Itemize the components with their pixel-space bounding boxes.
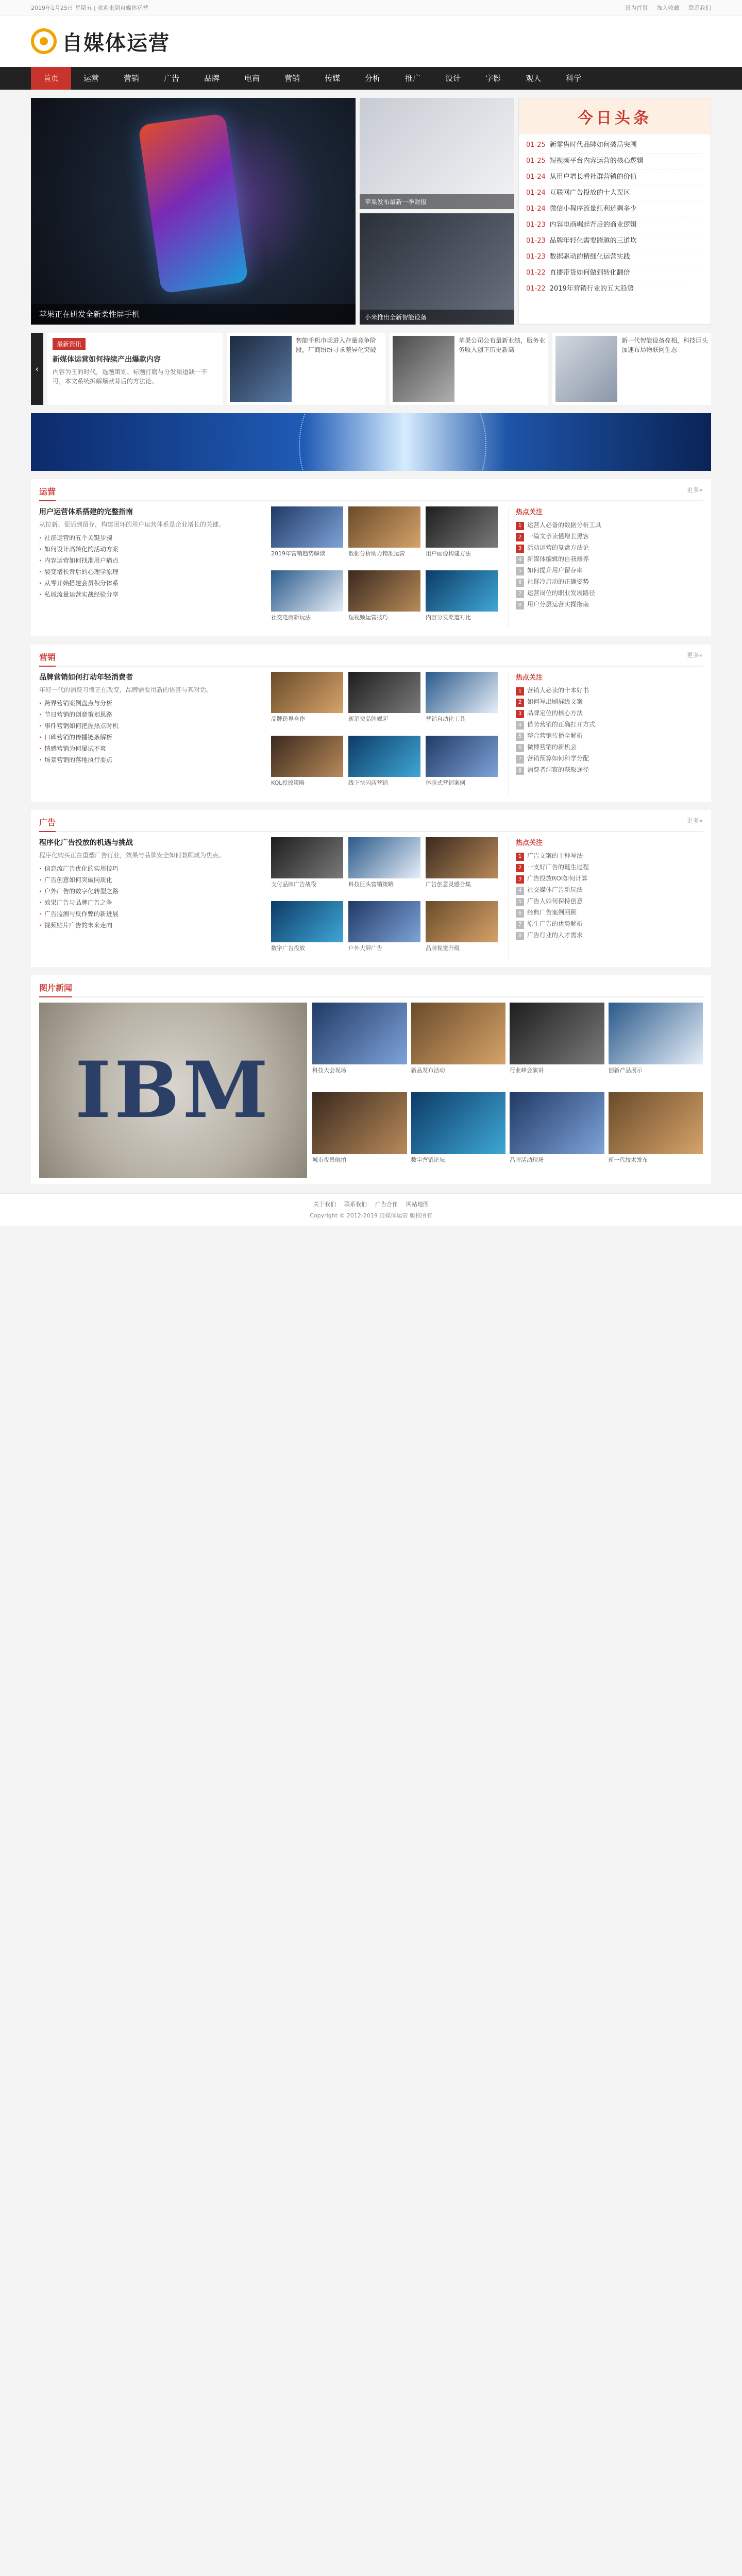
lead-title[interactable]: 用户运营体系搭建的完整指南 — [39, 508, 133, 516]
grid-image — [348, 570, 420, 612]
date-text: 2019年1月25日 星期五 | 欢迎来到自媒体运营 — [31, 5, 149, 11]
article-list — [39, 506, 261, 629]
sidebar-item-label: 一篇文章读懂增长黑客 — [527, 533, 589, 540]
grid-card[interactable] — [271, 506, 343, 565]
headline-item[interactable] — [526, 154, 703, 170]
list-item[interactable]: · 裂变增长背后的心理学原理 — [39, 566, 261, 578]
sidebar-item-label: 经典广告案例回顾 — [527, 909, 577, 916]
grid-card[interactable] — [271, 837, 343, 896]
rank-badge: 1 — [516, 853, 524, 861]
nav-item[interactable]: 营销 — [284, 74, 300, 83]
list-item[interactable]: · 从零开始搭建会员积分体系 — [39, 578, 261, 589]
lead-desc: 从拉新、促活到留存，构建闭环的用户运营体系是企业增长的关键。 — [39, 521, 225, 528]
headline-banner: 今日头条 — [519, 98, 711, 134]
grid-card[interactable] — [348, 570, 420, 629]
section-body — [39, 506, 703, 629]
grid-caption: 社交电商新玩法 — [271, 614, 311, 621]
more-link[interactable]: 更多» — [686, 817, 703, 824]
section-title: 图片新闻 — [39, 981, 72, 997]
grid-image — [271, 672, 343, 713]
sidebar-item[interactable] — [516, 519, 703, 531]
grid-image — [348, 736, 420, 777]
gallery-caption: 科技大会现场 — [312, 1067, 346, 1074]
main-nav — [0, 67, 742, 90]
gallery-card[interactable] — [411, 1003, 506, 1088]
footer-link[interactable]: 联系我们 — [344, 1201, 367, 1208]
card-text: 智能手机市场进入存量竞争阶段，厂商纷纷寻求差异化突破 — [296, 337, 377, 353]
sidebar-item[interactable] — [516, 565, 703, 576]
sidebar-item-label: 广告人如何保持创意 — [527, 897, 583, 905]
grid-image — [271, 901, 343, 942]
sidebar-item[interactable] — [516, 587, 703, 599]
grid-card[interactable] — [426, 837, 498, 896]
rank-badge: 4 — [516, 887, 524, 895]
image-grid — [271, 672, 498, 794]
nav-item[interactable]: 观人 — [526, 74, 542, 83]
content-section — [31, 810, 711, 967]
grid-card[interactable] — [426, 570, 498, 629]
hot-sidebar — [508, 506, 703, 629]
headline-date: 01-22 — [526, 269, 546, 277]
headline-date: 01-23 — [526, 237, 546, 245]
top-link[interactable]: 加入收藏 — [656, 5, 680, 11]
logo-icon — [31, 28, 57, 54]
gallery-image — [609, 1003, 703, 1064]
nav-item[interactable]: 首页 — [31, 67, 71, 90]
sidebar-item-label: 广告投放ROI如何计算 — [527, 875, 588, 882]
sidebar-title: 热点关注 — [516, 509, 543, 516]
gallery-card[interactable] — [411, 1092, 506, 1178]
rank-badge: 5 — [516, 733, 524, 741]
headline-item[interactable] — [526, 281, 703, 297]
gallery-caption: 创新产品展示 — [608, 1067, 643, 1074]
band-title[interactable]: 新媒体运营如何持续产出爆款内容 — [53, 355, 161, 364]
nav-item[interactable]: 字影 — [485, 74, 501, 83]
rank-badge: 1 — [516, 522, 524, 530]
content-section — [31, 645, 711, 802]
footer-link[interactable]: 网站地图 — [406, 1201, 429, 1208]
nav-item[interactable]: 设计 — [445, 74, 461, 83]
grid-image — [426, 837, 498, 878]
list-item[interactable]: · 效果广告与品牌广告之争 — [39, 897, 261, 908]
headline-date: 01-25 — [526, 157, 546, 165]
grid-caption: KOL投放策略 — [271, 779, 305, 786]
sidebar-item[interactable] — [516, 753, 703, 764]
grid-card[interactable] — [348, 506, 420, 565]
rank-badge: 2 — [516, 864, 524, 872]
sidebar-item[interactable] — [516, 719, 703, 730]
grid-card[interactable] — [426, 736, 498, 794]
sidebar-item[interactable] — [516, 884, 703, 895]
gallery-image — [510, 1092, 604, 1154]
rank-badge: 7 — [516, 590, 524, 598]
rank-badge: 4 — [516, 556, 524, 564]
hero-caption: 苹果正在研发全新柔性屏手机 — [31, 304, 356, 325]
hero-slide[interactable] — [31, 98, 356, 325]
sidebar-item[interactable] — [516, 685, 703, 696]
hot-sidebar — [508, 672, 703, 794]
headline-item[interactable] — [526, 217, 703, 233]
grid-caption: 数据分析助力精准运营 — [348, 550, 405, 557]
rank-badge: 3 — [516, 875, 524, 884]
section-title: 营销 — [39, 651, 56, 667]
gallery-image — [510, 1003, 604, 1064]
gallery-section — [31, 975, 711, 1184]
band-intro — [47, 333, 223, 405]
sidebar-item[interactable] — [516, 918, 703, 929]
gallery-caption: 行业峰会演讲 — [510, 1067, 544, 1074]
grid-card[interactable] — [348, 901, 420, 960]
rank-badge: 4 — [516, 721, 524, 730]
sidebar-item-label: 社交媒体广告新玩法 — [527, 886, 583, 893]
headline-title: 内容电商崛起背后的商业逻辑 — [549, 221, 637, 229]
list-item[interactable]: · 广告创意如何突破同质化 — [39, 874, 261, 886]
image-grid — [271, 506, 498, 629]
rank-badge: 6 — [516, 579, 524, 587]
sidebar-item[interactable] — [516, 696, 703, 707]
band-tag: 最新资讯 — [53, 338, 86, 350]
rank-badge: 5 — [516, 898, 524, 906]
gallery-image — [312, 1092, 407, 1154]
list-item[interactable]: · 广告监测与反作弊的新进展 — [39, 908, 261, 920]
hot-sidebar — [508, 837, 703, 960]
sidebar-item-label: 营销预算如何科学分配 — [527, 755, 589, 762]
section-head — [39, 651, 703, 667]
band-card[interactable] — [390, 333, 548, 405]
rank-badge: 6 — [516, 909, 524, 918]
site-footer — [0, 1193, 742, 1226]
list-item[interactable]: · 跨界营销案例盘点与分析 — [39, 698, 261, 709]
lead-desc: 年轻一代的消费习惯正在改变，品牌需要用新的语言与其对话。 — [39, 686, 213, 693]
grid-card[interactable] — [348, 837, 420, 896]
lead-title[interactable]: 品牌营销如何打动年轻消费者 — [39, 673, 133, 682]
list-item[interactable]: · 户外广告的数字化转型之路 — [39, 886, 261, 897]
ibm-logo: IBM — [75, 1045, 272, 1136]
sidebar-item-label: 广告文案的十种写法 — [527, 852, 583, 859]
gallery-caption: 品牌活动现场 — [510, 1157, 544, 1163]
headline-item[interactable] — [526, 201, 703, 217]
gallery-card[interactable] — [609, 1092, 703, 1178]
grid-card[interactable] — [348, 736, 420, 794]
footer-link[interactable]: 关于我们 — [313, 1201, 336, 1208]
sidebar-item[interactable] — [516, 553, 703, 565]
gallery-caption: 新品发布活动 — [411, 1067, 445, 1074]
card-image — [555, 336, 617, 402]
gallery-image — [609, 1092, 703, 1154]
hero-tile-caption: 小米推出全新智能设备 — [360, 310, 514, 325]
sidebar-item-label: 运营岗位的职业发展路径 — [527, 589, 596, 597]
band-card[interactable] — [552, 333, 711, 405]
headline-title: 2019年营销行业的五大趋势 — [549, 285, 634, 293]
section-head — [39, 816, 703, 832]
headline-list — [519, 134, 711, 300]
rank-badge: 8 — [516, 767, 524, 775]
grid-image — [426, 736, 498, 777]
sidebar-title: 热点关注 — [516, 674, 543, 682]
nav-item[interactable]: 电商 — [244, 74, 260, 83]
gallery-card[interactable] — [609, 1003, 703, 1088]
lead-desc: 程序化购买正在重塑广告行业，效果与品牌安全如何兼顾成为焦点。 — [39, 852, 225, 859]
sidebar-item[interactable] — [516, 764, 703, 775]
section-head — [39, 981, 703, 997]
headline-title: 从用户增长看社群营销的价值 — [549, 173, 637, 181]
logo-text: 自媒体运营 — [62, 30, 170, 55]
nav-item[interactable]: 分析 — [365, 74, 381, 83]
rank-badge: 8 — [516, 601, 524, 609]
card-image — [393, 336, 454, 402]
sidebar-item[interactable] — [516, 850, 703, 861]
rank-badge: 8 — [516, 932, 524, 940]
list-item[interactable]: · 如何设计高转化的活动方案 — [39, 544, 261, 555]
sidebar-item-label: 借势营销的正确打开方式 — [527, 721, 596, 728]
sidebar-item-label: 如何写出刷屏级文案 — [527, 698, 583, 705]
rank-badge: 3 — [516, 710, 524, 718]
sidebar-item[interactable] — [516, 873, 703, 884]
sidebar-item-label: 如何提升用户留存率 — [527, 567, 583, 574]
list-item[interactable]: · 情感营销为何屡试不爽 — [39, 743, 261, 754]
copyright: Copyright © 2012-2019 自媒体运营 版权所有 — [310, 1212, 432, 1219]
rank-badge: 5 — [516, 567, 524, 575]
headline-item[interactable] — [526, 170, 703, 185]
grid-caption: 数字广告投放 — [271, 945, 305, 952]
sidebar-item[interactable] — [516, 741, 703, 753]
rank-badge: 7 — [516, 755, 524, 764]
footer-link[interactable]: 广告合作 — [375, 1201, 398, 1208]
sidebar-item-label: 品牌定位的核心方法 — [527, 709, 583, 717]
grid-caption: 体验式营销案例 — [426, 779, 465, 786]
headline-date: 01-22 — [526, 285, 546, 293]
sidebar-item-label: 整合营销传播全解析 — [527, 732, 583, 739]
headline-date: 01-24 — [526, 173, 546, 181]
sidebar-item[interactable] — [516, 730, 703, 741]
section-title: 运营 — [39, 485, 56, 501]
section-body — [39, 837, 703, 960]
grid-image — [348, 672, 420, 713]
grid-image — [271, 736, 343, 777]
grid-image — [426, 901, 498, 942]
grid-card[interactable] — [271, 570, 343, 629]
content-section — [31, 479, 711, 636]
sidebar-item-label: 运营人必备的数据分析工具 — [527, 521, 602, 529]
gallery-grid — [312, 1003, 703, 1178]
grid-image — [348, 901, 420, 942]
grid-caption: 科技巨头营销策略 — [348, 881, 394, 888]
grid-caption: 新消费品牌崛起 — [348, 716, 388, 722]
headline-date: 01-24 — [526, 189, 546, 197]
grid-caption: 短视频运营技巧 — [348, 614, 388, 621]
grid-caption: 品牌视觉升级 — [426, 945, 460, 952]
card-image — [230, 336, 292, 402]
gallery-image — [411, 1003, 506, 1064]
sidebar-item-label: 原生广告的优势解析 — [527, 920, 583, 927]
section-title: 广告 — [39, 816, 56, 832]
grid-caption: 广告创意灵感合集 — [426, 881, 471, 888]
grid-image — [426, 570, 498, 612]
headline-title: 互联网广告投放的十大误区 — [549, 189, 630, 197]
list-item[interactable]: · 社群运营的五个关键步骤 — [39, 532, 261, 544]
grid-caption: 线下快闪店营销 — [348, 779, 388, 786]
top-bar — [0, 0, 742, 15]
list-item[interactable]: · 场景营销的落地执行要点 — [39, 754, 261, 766]
headline-title: 直播带货如何做到转化翻倍 — [549, 269, 630, 277]
sidebar-item[interactable] — [516, 929, 703, 941]
grid-card[interactable] — [426, 506, 498, 565]
card-text: 苹果公司公布最新业绩，服务业务收入创下历史新高 — [459, 337, 546, 353]
headline-date: 01-25 — [526, 141, 546, 149]
list-item[interactable]: · 私域流量运营实战经验分享 — [39, 589, 261, 600]
gallery-image — [312, 1003, 407, 1064]
sidebar-item-label: 活动运营的复盘方法论 — [527, 544, 589, 551]
nav-item[interactable]: 运营 — [83, 74, 99, 83]
headline-title: 短视频平台内容运营的核心逻辑 — [549, 157, 644, 165]
image-grid — [271, 837, 498, 960]
sidebar-item-label: 消费者洞察的获取途径 — [527, 766, 589, 773]
article-list — [39, 837, 261, 960]
hero-tiles — [360, 98, 514, 325]
list-item[interactable]: · 事件营销如何把握热点时机 — [39, 720, 261, 732]
grid-card[interactable] — [426, 672, 498, 731]
top-link[interactable]: 联系我们 — [688, 5, 711, 11]
top-link[interactable]: 设为首页 — [625, 5, 648, 11]
sidebar-item-label: 广告行业的人才需求 — [527, 931, 583, 939]
list-item[interactable]: · 节日营销的创意策划思路 — [39, 709, 261, 720]
grid-caption: 用户画像构建方法 — [426, 550, 471, 557]
rank-badge: 6 — [516, 744, 524, 752]
gallery-card[interactable] — [510, 1003, 604, 1088]
headline-box — [518, 98, 711, 325]
list-item[interactable]: · 口碑营销的传播链条解析 — [39, 732, 261, 743]
grid-caption: 品牌跨界合作 — [271, 716, 305, 722]
list-item[interactable]: · 信息流广告优化的实用技巧 — [39, 863, 261, 874]
band-desc: 内容为王的时代，选题策划、标题打磨与分发渠道缺一不可，本文系统拆解爆款背后的方法论。 — [53, 368, 208, 385]
site-header — [0, 15, 742, 67]
grid-caption: 营销自动化工具 — [426, 716, 465, 722]
grid-caption: 支付品牌广告战役 — [271, 881, 316, 888]
prev-arrow-icon[interactable]: ‹ — [31, 333, 43, 405]
headline-item[interactable] — [526, 138, 703, 154]
nav-item[interactable]: 传媒 — [325, 74, 341, 83]
list-item[interactable]: · 视频贴片广告的未来走向 — [39, 920, 261, 931]
hero-tile-caption: 苹果发布最新一季财报 — [360, 194, 514, 209]
headline-date: 01-24 — [526, 205, 546, 213]
sidebar-item[interactable] — [516, 895, 703, 907]
sidebar-item[interactable] — [516, 907, 703, 918]
sidebar-title: 热点关注 — [516, 839, 543, 847]
sidebar-item[interactable] — [516, 542, 703, 553]
rank-badge: 3 — [516, 545, 524, 553]
rank-badge: 1 — [516, 687, 524, 696]
news-band — [31, 333, 711, 405]
section-body — [39, 672, 703, 794]
site-logo[interactable] — [31, 27, 170, 56]
sidebar-item[interactable] — [516, 707, 703, 719]
headline-item[interactable] — [526, 249, 703, 265]
headline-date: 01-23 — [526, 221, 546, 229]
top-links — [618, 4, 711, 12]
gallery-caption: 新一代技术发布 — [608, 1157, 648, 1163]
sidebar-item-label: 营销人必读的十本好书 — [527, 687, 589, 694]
nav-item[interactable]: 营销 — [124, 74, 140, 83]
gallery-card[interactable] — [510, 1092, 604, 1178]
more-link[interactable]: 更多» — [686, 486, 703, 494]
sidebar-item-label: 一支好广告的诞生过程 — [527, 863, 589, 871]
gallery-caption: 数字营销论坛 — [411, 1157, 445, 1163]
grid-image — [271, 837, 343, 878]
phone-illustration — [138, 113, 248, 294]
headline-title: 微信小程序流量红利还剩多少 — [549, 205, 637, 213]
headline-item[interactable] — [526, 233, 703, 249]
nav-item[interactable]: 广告 — [164, 74, 180, 83]
more-link[interactable]: 更多» — [686, 652, 703, 659]
section-head — [39, 485, 703, 501]
headline-title: 数据驱动的精细化运营实践 — [549, 253, 630, 261]
article-list — [39, 672, 261, 794]
grid-caption: 内容分发渠道对比 — [426, 614, 471, 621]
sidebar-item-label: 社群冷启动的正确姿势 — [527, 578, 589, 585]
nav-item[interactable]: 推广 — [405, 74, 421, 83]
hero-area — [31, 98, 711, 325]
gallery-card[interactable] — [312, 1092, 407, 1178]
sidebar-item-label: 新媒体编辑的自我修养 — [527, 555, 589, 563]
rank-badge: 2 — [516, 533, 524, 541]
grid-image — [426, 506, 498, 548]
rank-badge: 7 — [516, 921, 524, 929]
gallery-card[interactable] — [312, 1003, 407, 1088]
grid-image — [348, 506, 420, 548]
hero-tile[interactable] — [360, 98, 514, 209]
sidebar-item[interactable] — [516, 861, 703, 873]
sidebar-item-label: 用户分层运营实操指南 — [527, 601, 589, 608]
grid-card[interactable] — [348, 672, 420, 731]
world-banner — [31, 413, 711, 471]
hero-tile[interactable] — [360, 213, 514, 325]
gallery-feature[interactable] — [39, 1003, 307, 1178]
grid-card[interactable] — [271, 901, 343, 960]
list-item[interactable]: · 内容运营如何找准用户痛点 — [39, 555, 261, 566]
rank-badge: 2 — [516, 699, 524, 707]
grid-image — [426, 672, 498, 713]
headline-title: 新零售时代品牌如何破局突围 — [549, 141, 637, 149]
grid-caption: 2019年营销趋势解读 — [271, 550, 325, 557]
headline-title: 品牌年轻化需要跨越的三道坎 — [549, 237, 637, 245]
grid-image — [348, 837, 420, 878]
card-text: 新一代智能设备亮相，科技巨头加速布局物联网生态 — [621, 337, 709, 353]
grid-image — [271, 506, 343, 548]
sidebar-item[interactable] — [516, 599, 703, 610]
grid-image — [271, 570, 343, 612]
gallery-image — [411, 1092, 506, 1154]
sidebar-item[interactable] — [516, 576, 703, 587]
grid-card[interactable] — [271, 736, 343, 794]
band-card[interactable] — [227, 333, 385, 405]
headline-date: 01-23 — [526, 253, 546, 261]
grid-card[interactable] — [271, 672, 343, 731]
gallery-caption: 城市夜景航拍 — [312, 1157, 346, 1163]
grid-card[interactable] — [426, 901, 498, 960]
headline-item[interactable] — [526, 265, 703, 281]
nav-item[interactable]: 品牌 — [204, 74, 220, 83]
headline-item[interactable] — [526, 185, 703, 201]
nav-item[interactable]: 科学 — [566, 74, 582, 83]
sidebar-item[interactable] — [516, 531, 703, 542]
sidebar-item-label: 微博营销的新机会 — [527, 743, 577, 751]
lead-title[interactable]: 程序化广告投放的机遇与挑战 — [39, 839, 133, 847]
grid-caption: 户外大屏广告 — [348, 945, 382, 952]
